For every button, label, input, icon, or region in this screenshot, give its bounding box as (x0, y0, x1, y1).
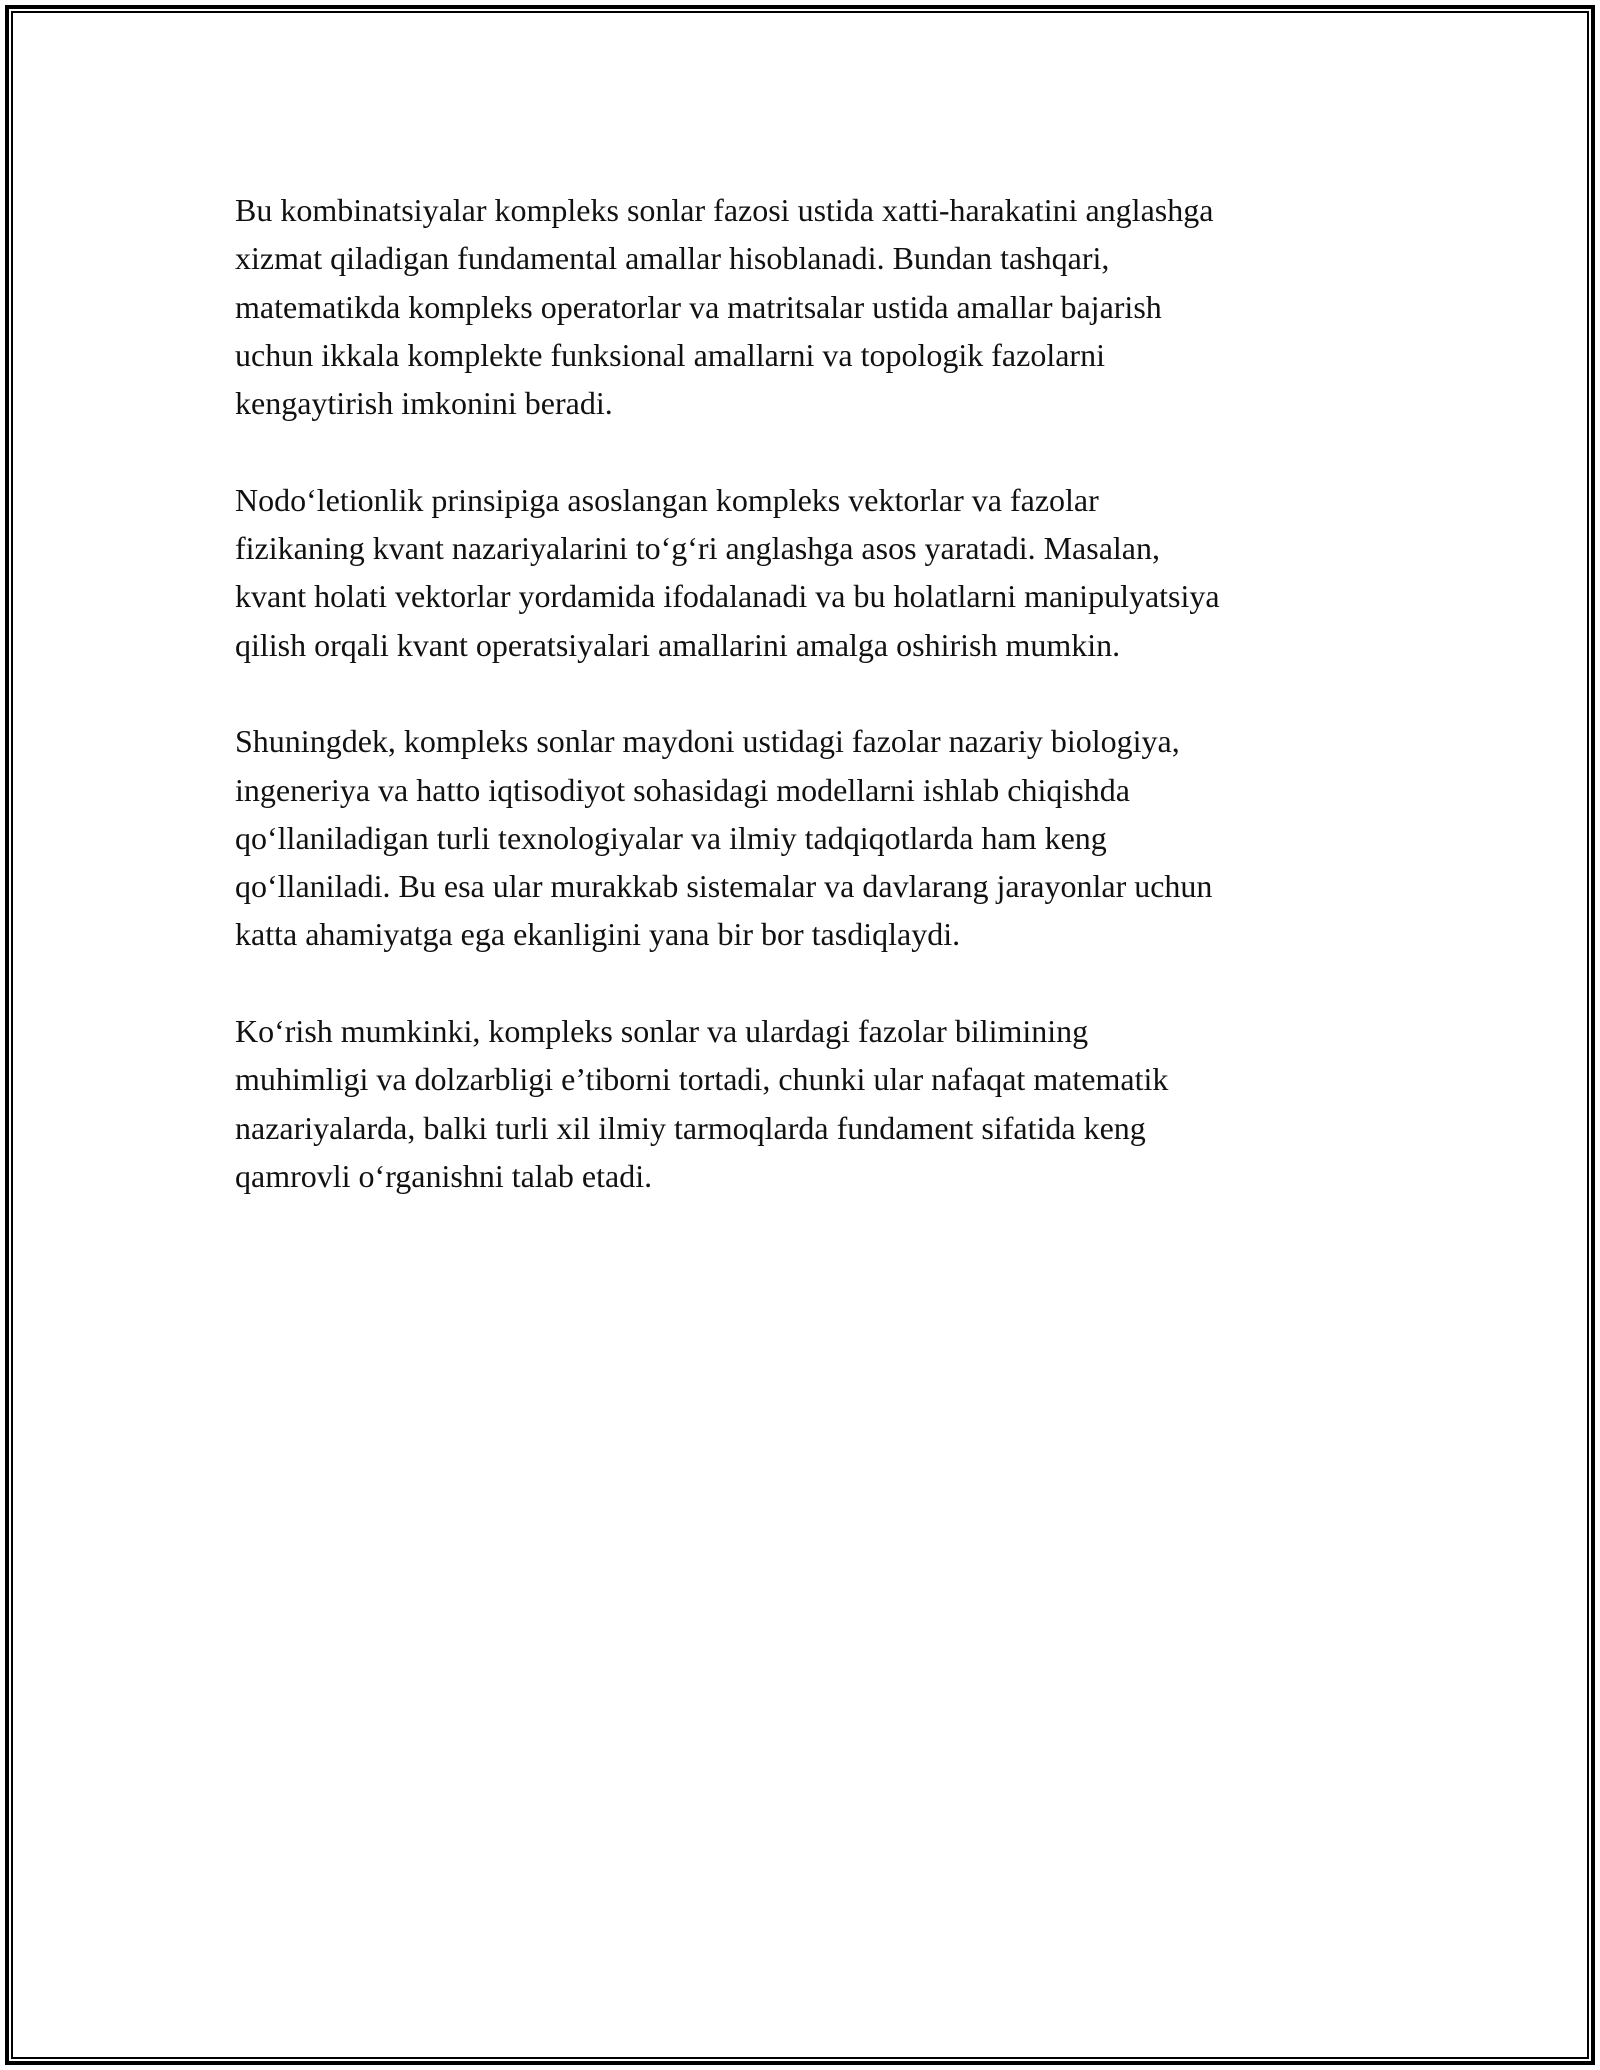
paragraph-line: Nodo‘letionlik prinsipiga asoslangan kompleks vektorlar va fazolar (235, 481, 1099, 518)
paragraph-line: Bu kombinatsiyalar kompleks sonlar fazosi ustida xatti-harakatini anglashga (235, 192, 1214, 228)
paragraph-3 (235, 717, 1385, 958)
paragraph-line: kengaytirish imkonini beradi. (235, 385, 613, 422)
paragraph-4 (235, 1007, 1385, 1200)
document-body (235, 186, 1385, 1249)
paragraph-line: qo‘llaniladi. Bu esa ular murakkab sistemalar va davlarang jarayonlar uchun (235, 868, 1213, 905)
paragraph-2 (235, 476, 1385, 669)
paragraph-line: qamrovli o‘rganishni talab etadi. (235, 1157, 653, 1194)
paragraph-line: nazariyalarda, balki turli xil ilmiy tarmoqlarda fundament sifatida keng (235, 1109, 1146, 1146)
paragraph-line: muhimligi va dolzarbligi e’tiborni tortadi, chunki ular nafaqat matematik (235, 1061, 1169, 1098)
paragraph-1 (235, 186, 1385, 427)
paragraph-line: katta ahamiyatga ega ekanligini yana bir bor tasdiqlaydi. (235, 916, 961, 953)
paragraph-line: qo‘llaniladigan turli texnologiyalar va ilmiy tadqiqotlarda ham keng (235, 819, 1107, 856)
paragraph-line: matematikda kompleks operatorlar va matritsalar ustida amallar bajarish (235, 288, 1162, 325)
paragraph-line: fizikaning kvant nazariyalarini to‘g‘ri anglashga asos yaratadi. Masalan, (235, 530, 1160, 567)
paragraph-line: uchun ikkala komplekte funksional amallarni va topologik fazolarni (235, 336, 1105, 373)
paragraph-line: kvant holati vektorlar yordamida ifodalanadi va bu holatlarni manipulyatsiya (235, 578, 1220, 615)
paragraph-line: ingeneriya va hatto iqtisodiyot sohasidagi modellarni ishlab chiqishda (235, 771, 1130, 808)
paragraph-line: qilish orqali kvant operatsiyalari amallarini amalga oshirish mumkin. (235, 626, 1121, 663)
paragraph-line: Shuningdek, kompleks sonlar maydoni ustidagi fazolar nazariy biologiya, (235, 723, 1180, 760)
paragraph-line: xizmat qiladigan fundamental amallar hisoblanadi. Bundan tashqari, (235, 240, 1110, 277)
paragraph-line: Ko‘rish mumkinki, kompleks sonlar va ulardagi fazolar bilimining (235, 1013, 1089, 1050)
